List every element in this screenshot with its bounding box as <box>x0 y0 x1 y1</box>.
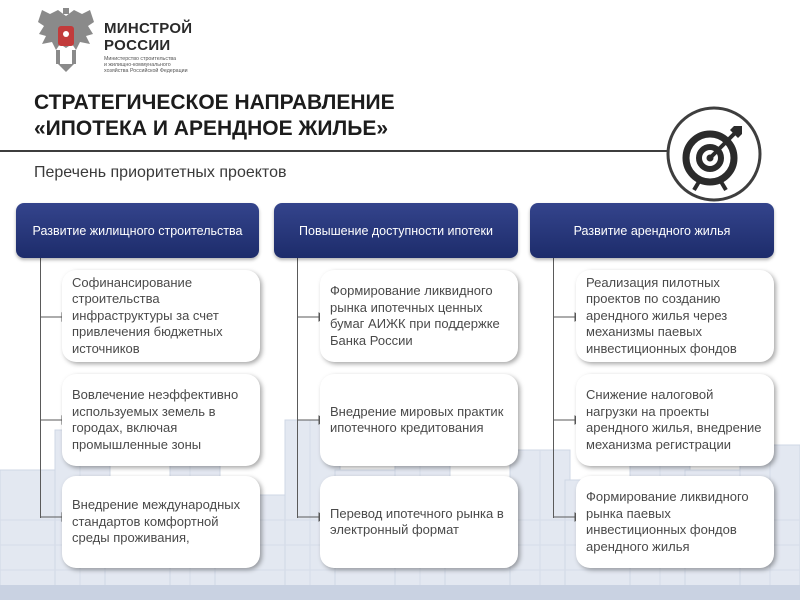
title-line-1: СТРАТЕГИЧЕСКОЕ НАПРАВЛЕНИЕ <box>34 91 395 114</box>
project-card <box>320 476 518 568</box>
column-header-mortgage <box>274 203 518 258</box>
project-card <box>320 374 518 466</box>
project-card <box>576 270 774 362</box>
projects-subtitle: Перечень приоритетных проектов <box>34 164 287 181</box>
project-card <box>62 476 260 568</box>
project-card <box>320 270 518 362</box>
project-card <box>62 270 260 362</box>
project-card-text: Формирование ликвидного рынка ипотечных ценных бумаг АИЖК при поддержке Банка России <box>330 283 500 348</box>
column-header-label: Развитие арендного жилья <box>573 223 731 238</box>
project-card-text: Вовлечение неэффективно используемых земель в городах, включая промышленные зоны <box>72 387 239 452</box>
target-arrow-icon <box>664 104 764 204</box>
title-line-2: «ИПОТЕКА И АРЕНДНОЕ ЖИЛЬЕ» <box>34 117 389 140</box>
ministry-name: МИНСТРОЙ РОССИИ <box>104 20 193 54</box>
project-card-text: Внедрение международных стандартов комфортной среды проживания, <box>72 497 241 546</box>
project-card <box>576 476 774 568</box>
project-card-text: Снижение налоговой нагрузки на проекты арендного жилья, внедрение механизма регистрации <box>586 387 762 452</box>
ministry-subtitle: Министерство строительства и жилищно-коммунального хозяйства Российской Федерации <box>104 56 188 74</box>
project-card-text: Внедрение мировых практик ипотечного кредитования <box>330 403 504 435</box>
column-header-housing <box>16 203 259 258</box>
project-card <box>576 374 774 466</box>
project-card-text: Реализация пилотных проектов по созданию арендного жилья через механизмы паевых инвестиционных фондов <box>586 274 737 356</box>
column-header-label: Повышение доступности ипотеки <box>299 223 493 238</box>
column-header-rental <box>530 203 774 258</box>
project-card-text: Формирование ликвидного рынка паевых инвестиционных фондов арендного жилья <box>586 489 749 554</box>
project-card-text: Перевод ипотечного рынка в электронный формат <box>330 505 504 537</box>
project-card <box>62 374 260 466</box>
column-header-label: Развитие жилищного строительства <box>32 223 243 238</box>
project-card-text: Софинансирование строительства инфраструктуры за счет привлечения бюджетных источников <box>72 274 223 356</box>
